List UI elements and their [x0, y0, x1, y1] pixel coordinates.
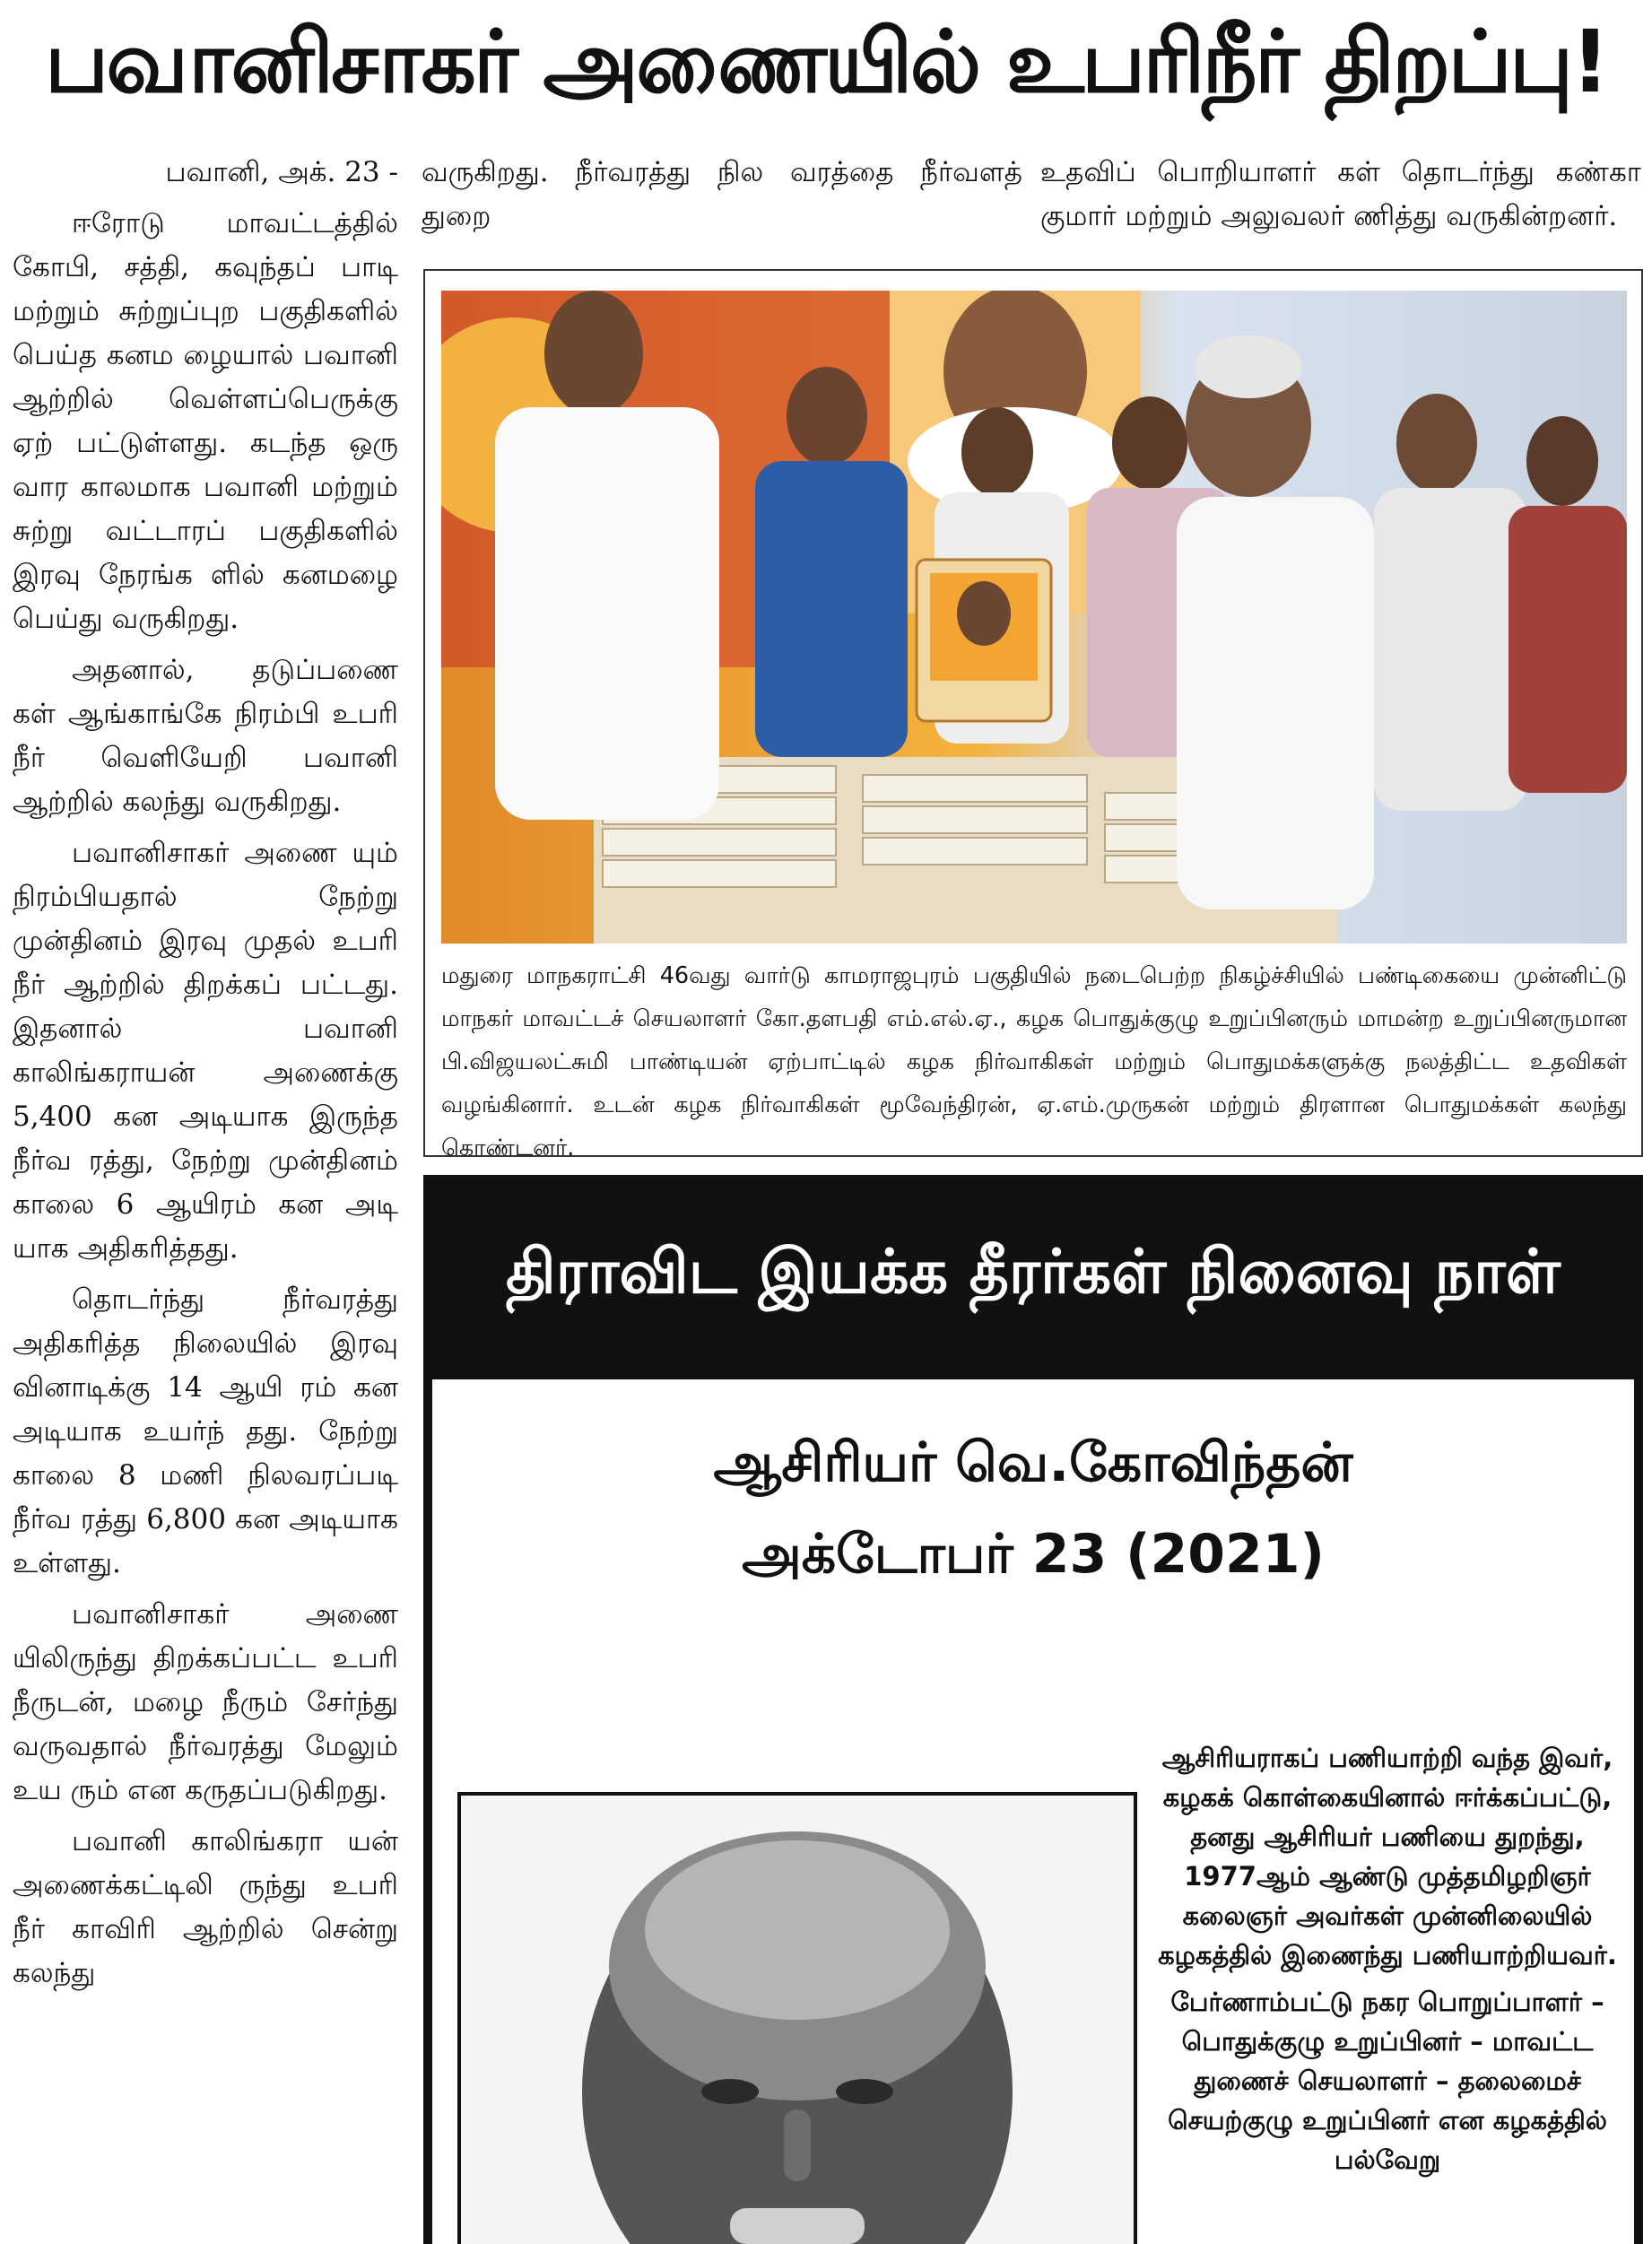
- memorial-biography: [1150, 1738, 1625, 2187]
- memorial-title: திராவிட இயக்க தீரர்கள் நினைவு நாள்: [506, 1236, 1561, 1308]
- article-continuation: [422, 151, 1641, 249]
- memorial-body: [432, 1379, 1634, 2244]
- biography-paragraph: ஆசிரியராகப் பணியாற்றி வந்த இவர், கழகக் கொள்கையினால் ஈர்க்கப்பட்டு, தனது ஆசிரியர் பணியை துறந்து, 1977ஆம் ஆண்டு முத்தமிழறிஞர் கலைஞர் அவர்கள் முன்னிலையில் கழகத்தில் இணைந்து பணியாற்றியவர்.: [1158, 1743, 1617, 1970]
- portrait-illustration: [461, 1796, 1134, 2244]
- continuation-column-1: வருகிறது. நீர்வரத்து நில வரத்தை நீர்வளத் துறை: [422, 156, 1022, 232]
- memorial-date: அக்டோபர் 23 (2021): [742, 1523, 1325, 1586]
- continuation-column-2: உதவிப் பொறியாளர் கள் தொடர்ந்து கண்கா குமார் மற்றும் அலுவலர் ணித்து வருகின்றனர்.: [1040, 156, 1641, 232]
- portrait-photo: [457, 1792, 1137, 2244]
- article-paragraph: தொடர்ந்து நீர்வரத்து அதிகரித்த நிலையில் இரவு வினாடிக்கு 14 ஆயி ரம் கன அடியாக உயர்ந் தது. நேற்று காலை 8 மணி நிலவரப்படி நீர்வ ரத்து 6,800 கன அடியாக உள்ளது.: [13, 1283, 398, 1579]
- memorial-panel: [423, 1175, 1643, 2244]
- article-paragraph: பவானிசாகர் அணை யிலிருந்து திறக்கப்பட்ட உபரி நீருடன், மழை நீரும் சேர்ந்து வருவதால் நீர்வரத்து மேலும் உய ரும் என கருதப்படுகிறது.: [13, 1598, 398, 1806]
- article-paragraph: அதனால், தடுப்பணை கள் ஆங்காங்கே நிரம்பி உபரி நீர் வெளியேறி பவானி ஆற்றில் கலந்து வருகிறது.: [13, 654, 398, 818]
- article-paragraph: பவானி காலிங்கரா யன் அணைக்கட்டிலி ருந்து உபரி நீர் காவிரி ஆற்றில் சென்று கலந்து: [13, 1825, 398, 1989]
- article-paragraph: ஈரோடு மாவட்டத்தில் கோபி, சத்தி, கவுந்தப் பாடி மற்றும் சுற்றுப்புற பகுதிகளில் பெய்த கனம ழையால் பவானி ஆற்றில் வெள்ளப்பெருக்கு ஏற் பட்டுள்ளது. கடந்த ஒரு வார காலமாக பவானி மற்றும் சுற்று வட்டாரப் பகுதிகளில் இரவு நேரங்க ளில் கனமழை பெய்து வருகிறது.: [13, 207, 398, 635]
- headline: பவானிசாகர் அணையில் உபரிநீர் திறப்பு!: [44, 11, 1608, 112]
- article-column: [13, 151, 398, 2244]
- article-paragraph: பவானிசாகர் அணை யும் நிரம்பியதால் நேற்று முன்தினம் இரவு முதல் உபரி நீர் ஆற்றில் திறக்கப் பட்டது. இதனால் பவானி காலிங்கராயன் அணைக்கு 5,400 கன அடியாக இருந்த நீர்வ ரத்து, நேற்று முன்தினம் காலை 6 ஆயிரம் கன அடி யாக அதிகரித்தது.: [13, 837, 398, 1265]
- photo-caption: மதுரை மாநகராட்சி 46வது வார்டு காமராஜபுரம் பகுதியில் நடைபெற்ற நிகழ்ச்சியில் பண்டிகையை முன்னிட்டு மாநகர் மாவட்டச் செயலாளர் கோ.தளபதி எம்.எல்.ஏ., கழக பொதுக்குழு உறுப்பினரும் மாமன்ற உறுப்பினருமான பி.விஜயலட்சுமி பாண்டியன் ஏற்பாட்டில் கழக நிர்வாகிகள் மற்றும் பொதுமக்களுக்கு நலத்திட்ட உதவிகள் வழங்கினார். உடன் கழக நிர்வாகிகள் மூவேந்திரன், ஏ.எம்.முருகன் மற்றும் திரளான பொதுமக்கள் கலந்து கொண்டனர்.: [441, 962, 1627, 1161]
- biography-paragraph: பேர்ணாம்பட்டு நகர பொறுப்பாளர் – பொதுக்குழு உறுப்பினர் – மாவட்ட துணைச் செயலாளர் – தலைமைச் செயற்குழு உறுப்பினர் என கழகத்தில் பல்வேறு: [1168, 1987, 1607, 2175]
- news-photo-illustration: [441, 291, 1627, 944]
- news-photo: [441, 291, 1627, 944]
- person-name: ஆசிரியர் வெ.கோவிந்தன்: [713, 1431, 1353, 1494]
- news-photo-box: [423, 269, 1643, 1161]
- article-dateline: பவானி, அக். 23 -: [165, 156, 398, 188]
